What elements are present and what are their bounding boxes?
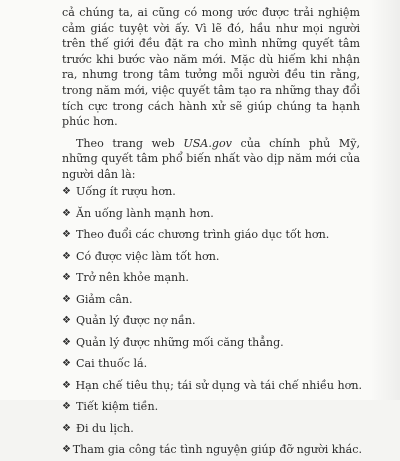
diamond-bullet-icon: ❖ (62, 422, 71, 434)
diamond-bullet-icon: ❖ (62, 250, 71, 262)
list-item-text: Tiết kiệm tiền. (76, 400, 159, 413)
diamond-bullet-icon: ❖ (62, 229, 71, 240)
source-website: USA.gov (183, 136, 232, 150)
paragraph-usa-gov-before: Theo trang web (76, 136, 184, 150)
list-item-text: Ăn uống lành mạnh hơn. (76, 206, 214, 220)
diamond-bullet-icon: ❖ (62, 444, 71, 455)
list-item (62, 332, 362, 354)
diamond-bullet-icon: ❖ (62, 272, 71, 283)
diamond-bullet-icon: ❖ (62, 379, 71, 391)
list-item (62, 181, 362, 203)
list-item (62, 246, 362, 268)
list-item-text: Hạn chế tiêu thụ; tái sử dụng và tái chế nhiều hơn. (75, 378, 362, 392)
body-text (62, 5, 360, 183)
list-item-text: Quản lý được nợ nần. (76, 314, 196, 327)
list-item-text: Giảm cân. (76, 292, 133, 306)
list-item-text: Có được việc làm tốt hơn. (76, 249, 220, 263)
resolutions-list (62, 181, 362, 461)
list-item (62, 203, 362, 225)
list-item (62, 396, 362, 418)
list-item (62, 439, 362, 461)
diamond-bullet-icon: ❖ (62, 336, 71, 348)
diamond-bullet-icon: ❖ (62, 293, 71, 305)
paragraph-intro: cả chúng ta, ai cũng có mong ước được trải nghiệm cảm giác tuyệt vời ấy. Vì lẽ đó, hầu như mọi người trên thế giới đều đặt ra cho mình những quyết tâm trước khi bước vào năm mới. Mặc dù hiếm khi nhận ra, nhưng trong tâm tưởng mỗi người đều tin rằng, trong năm mới, việc quyết tâm tạo ra những thay đổi tích cực trong cách hành xử sẽ giúp chúng ta hạnh phúc hơn. (62, 6, 360, 129)
list-item (62, 267, 362, 289)
diamond-bullet-icon: ❖ (62, 186, 71, 197)
list-item-text: Uống ít rượu hơn. (76, 185, 176, 198)
diamond-bullet-icon: ❖ (62, 401, 71, 412)
list-item-text: Đi du lịch. (76, 421, 134, 435)
list-item (62, 310, 362, 332)
list-item-text: Tham gia công tác tình nguyện giúp đỡ người khác. (72, 443, 362, 456)
list-item (62, 353, 362, 375)
diamond-bullet-icon: ❖ (62, 207, 71, 219)
list-item (62, 289, 362, 311)
list-item-text: Theo đuổi các chương trình giáo dục tốt hơn. (76, 228, 330, 241)
list-item-text: Trở nên khỏe mạnh. (76, 271, 189, 284)
list-item (62, 375, 362, 397)
diamond-bullet-icon: ❖ (62, 315, 71, 326)
list-item-text: Quản lý được những mối căng thẳng. (76, 335, 284, 349)
list-item-text: Cai thuốc lá. (76, 357, 148, 370)
diamond-bullet-icon: ❖ (62, 358, 71, 369)
list-item (62, 418, 362, 440)
list-item (62, 224, 362, 246)
paragraph-usa-gov-after: của chính phủ Mỹ, những quyết tâm phổ biến nhất vào dịp năm mới của người dân là: (62, 136, 360, 181)
paragraph-usa-gov (62, 136, 360, 183)
